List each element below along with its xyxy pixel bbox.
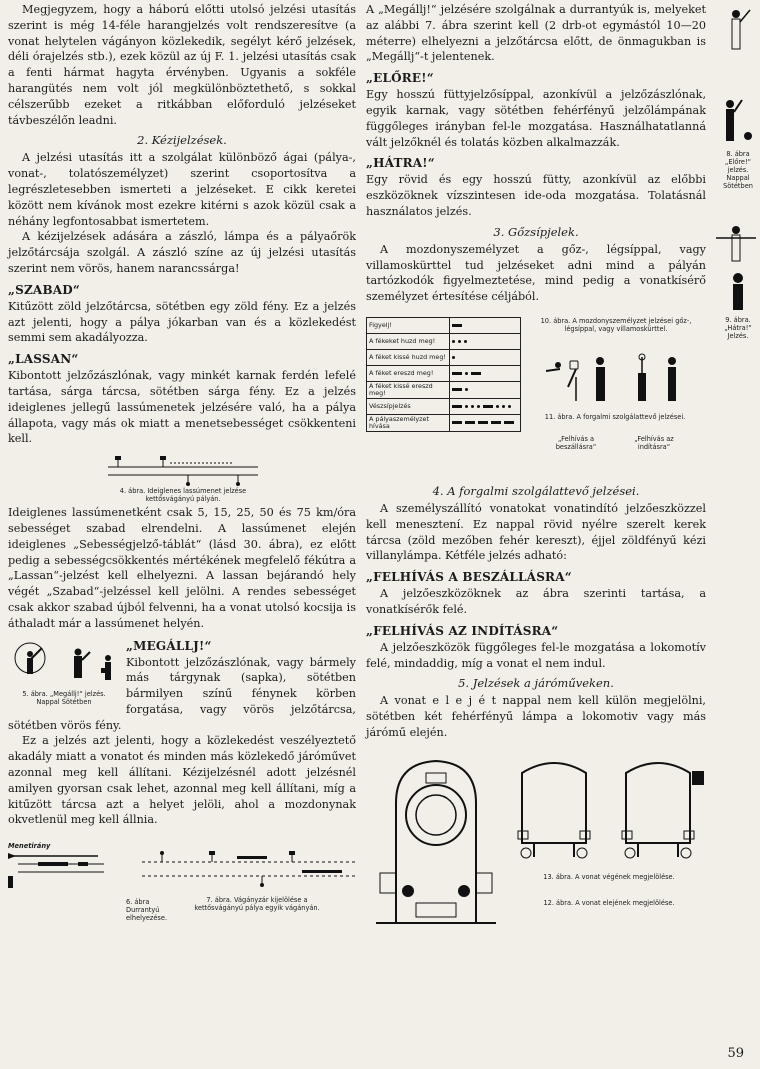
- signal-label: A pályaszemélyzet hívása: [367, 414, 450, 431]
- locomotive-front-drawing: [376, 753, 496, 933]
- short-blast-mark: [477, 405, 480, 408]
- paragraph-intro: A jelzési utasítás itt a szolgálat különböző ágai (pálya-, vonat-, tolatószemélyzet) szerint csoportosítva a legrészletesebben ismerteti a jelzéseket. E cikk keretei között nem kívánok most ezekre kitérni s azok közül csak a néhány legfontosabbat ismertetem.: [8, 151, 356, 228]
- section-title-whistle: 3. Gőzsípjelek.: [493, 224, 579, 239]
- figure-9: [716, 222, 760, 340]
- long-blast-mark: [452, 405, 462, 408]
- heading-elore: „ELŐRE!“: [366, 71, 434, 86]
- page-number: 59: [727, 1046, 744, 1061]
- paragraph-elore: Egy hosszú füttyjelzősíppal, azonkívül a jelzőzászlónak, egyik karnak, vagy sötétben fehérfényű jelzőlámpának függőleges irányban fel-le mozgatása. Használhatatlanná vált jelzőknél és tolatás közben alkalmazzák.: [366, 88, 706, 149]
- table-row: [367, 349, 521, 365]
- paragraph-megallj-1: Kibontott jelzőzászlónak, vagy bármely más tárgynak (sapka), sötétben bármilyen színű fénynek körben forgatása, vagy vörös jelzőtárcsa, sötétben vörös fény.: [8, 655, 356, 732]
- figure-13-caption: 13. ábra. A vonat végének megjelölése.: [543, 872, 675, 881]
- short-blast-mark: [464, 340, 467, 343]
- wagon-end-drawing-2: [618, 753, 708, 863]
- figure-6-direction-label: Menetirány: [8, 842, 51, 851]
- long-blast-mark: [452, 324, 462, 327]
- short-blast-mark: [465, 372, 468, 375]
- figures-12-13: [366, 749, 706, 939]
- figure-7-caption: 7. ábra. Vágányzár kijelölése a kettősvágányú pálya egyik vágányán.: [194, 896, 320, 913]
- figure-4-caption: 4. ábra. Ideiglenes lassúmenet jelzése kettősvágányú pályán.: [119, 487, 247, 504]
- heading-felhivas-inditas: „FELHÍVÁS AZ INDÍTÁSRA“: [366, 623, 559, 638]
- figure-5: [8, 638, 120, 706]
- section-title-dispatcher: 4. A forgalmi szolgálattevő jelzései.: [432, 483, 640, 498]
- paragraph-vehicles: A vonat e l e j é t nappal nem kell külön megjelölni, sötétben két fehérfényű lámpa a lokomotiv vagy más járómű elején.: [366, 694, 706, 739]
- track-closure-diagram: [142, 846, 356, 896]
- paragraph-flag: A kézijelzések adására a zászló, lámpa és a pályaőrök jelzőtárcsája szolgál. A zászló színe az új jelzési utasítás szerint nem vörös, hanem narancssárga!: [8, 230, 356, 275]
- paragraph-szabad: Kitűzött zöld jelzőtárcsa, sötétben egy zöld fény. Ez a jelzés azt jelenti, hogy a pálya jókarban van és a közlekedést semmi sem akadályozza.: [8, 299, 356, 345]
- long-blast-mark: [504, 421, 514, 424]
- signal-pattern: [450, 381, 521, 398]
- figure-6-caption: 6. ábra Durrantyú elhelyezése.: [126, 898, 168, 923]
- left-column: [8, 0, 356, 932]
- table-row: [367, 381, 521, 398]
- section-title-hand-signals: 2. Kézijelzések.: [137, 133, 227, 148]
- long-blast-mark: [465, 421, 475, 424]
- figure-7: [142, 846, 356, 912]
- short-blast-mark: [496, 405, 499, 408]
- detonator-diagram: [8, 850, 104, 890]
- short-blast-mark: [508, 405, 511, 408]
- table-row: [367, 414, 521, 431]
- figure-9-caption: 9. ábra. „Hátra!“ Jelzés.: [724, 316, 752, 340]
- signal-pattern: [450, 414, 521, 431]
- signal-pattern: [450, 317, 521, 333]
- short-blast-mark: [465, 388, 468, 391]
- figure-6: [8, 842, 104, 890]
- long-blast-mark: [452, 421, 462, 424]
- long-blast-mark: [478, 421, 488, 424]
- whistle-signal-table: [366, 317, 521, 432]
- elore-signal-figure: [716, 96, 756, 146]
- signal-label: A féket kissé huzd meg!: [367, 349, 450, 365]
- signal-pattern: [450, 349, 521, 365]
- figure-11-caption: 11. ábra. A forgalmi szolgálattevő jelzései.: [544, 412, 686, 421]
- long-blast-mark: [491, 421, 501, 424]
- figure-11-label-boarding: „Felhívás a beszállásra“: [555, 434, 597, 451]
- paragraph-lassan: Kibontott jelzőzászlónak, vagy minkét karnak ferdén lefelé tartása, sárga tárcsa, sötétben sárga fény. Ez a jelzés ideiglenes jellegű lassúmenetek jelzésére való, ha a pálya állapota, vagy más ok miatt a menetsebességet csökkenteni kell.: [8, 369, 356, 446]
- short-blast-mark: [452, 340, 455, 343]
- right-column: [366, 0, 706, 939]
- slow-track-diagram: [108, 453, 258, 487]
- paragraph-whistle: A mozdonyszemélyzet a gőz-, légsíppal, vagy villamoskürttel tud jelzéseket adni mind a pályán tartózkodók figyelmeztetése, mind pedig a vonatkísérő személyzet értesítése céljából.: [366, 242, 706, 304]
- signal-label: A féket ereszd meg!: [367, 365, 450, 381]
- table-row: [367, 365, 521, 381]
- megallj-block: [8, 638, 356, 734]
- table-row: [367, 317, 521, 333]
- signal-label: Figyelj!: [367, 317, 450, 333]
- long-blast-mark: [452, 372, 462, 375]
- figures-10-11: [366, 317, 706, 489]
- heading-felhivas-beszallas: „FELHÍVÁS A BESZÁLLÁSRA“: [366, 570, 572, 585]
- figure-4: [108, 453, 258, 503]
- short-blast-mark: [502, 405, 505, 408]
- signal-pattern: [450, 333, 521, 349]
- paragraph-dispatcher: A személyszállító vonatokat vonatindító jelzőeszközzel kell menesztení. Ez nappal rövid nyélre szerelt kerek tárcsa (zöld mezőben fehér kereszt), éjjel zöldfényű kézi villanylámpa. Kétféle jelzés adható:: [366, 501, 706, 563]
- short-blast-mark: [471, 405, 474, 408]
- paragraph-slow-speeds: Ideiglenes lassúmenetként csak 5, 15, 25, 50 és 75 km/óra sebességet szabad elrendelni. A lassúmenet elején ideiglenes „Sebességjelző-táblát“ (lásd 30. ábra), ez előtt pedig a sebességcsökkentés mértékének megfelelő fékútra a „Lassan“-jelzést kell elhelyezni. A lassan bejárandó hely végét „Szabad“-jelzéssel kell jelölni. A rendes sebességet csak akkor szabad újból felvenni, ha a vonat utolsó kocsija is áthaladt már a lassúmenet helyén.: [8, 506, 356, 630]
- figures-6-7: [8, 842, 356, 932]
- signal-label: Vészsípjelzés: [367, 398, 450, 414]
- table-row: [367, 398, 521, 414]
- figure-11-label-departure: „Felhívás az indításra“: [634, 434, 674, 451]
- section-title-vehicles: 5. Jelzések a járóműveken.: [458, 676, 614, 691]
- heading-lassan: „LASSAN“: [8, 352, 79, 367]
- paragraph-bells: Megjegyzem, hogy a háború előtti utolsó jelzési utasítás szerint is még 14-féle harangjelzés volt rendszeresítve (a vonat helytelen vágányon közlekedik, segélyt kérő jelzések, déli órajelzés stb.), ezek közül az új F. 1. jelzési utasítás csak a fenti hármat hagyta érvényben. Ugyanis a sokféle harangütés nem volt jól megkülönböztethető, s sokkal célszerűbb ezeket a ritkábban előforduló jelzéseket távbeszélőn leadni.: [8, 3, 356, 127]
- heading-hatra: „HÁTRA!“: [366, 156, 435, 171]
- long-blast-mark: [483, 405, 493, 408]
- short-blast-mark: [458, 340, 461, 343]
- short-blast-mark: [452, 356, 455, 359]
- figure-5-subcaption: Nappal Sötétben: [36, 697, 92, 706]
- side-figure-1: [716, 4, 756, 54]
- paragraph-megallj-2: Ez a jelzés azt jelenti, hogy a közlekedést veszélyeztető akadály miatt a vonatot és minden más közlekedő járóművet azonnal meg kell állítani. Kézijelzésnél adott jelzésnél amilyen gyorsan csak lehet, azonnal meg kell állítani, míg a kitűzött tárcsa azt a helyet jelöli, ahol a mozdonynak okvetlenül meg kell állnia.: [8, 734, 356, 827]
- heading-megallj: „MEGÁLLJ!“: [126, 638, 212, 653]
- figure-8: [716, 96, 760, 190]
- paragraph-detonators: A „Megállj!“ jelzésére szolgálnak a durrantyúk is, melyeket az alábbi 7. ábra szerint kell (2 drb-ot egymástól 10—20 méterre) elhelyezni a jelzőtárcsa előtt, de önmagukban is „Megállj“-t jelentenek.: [366, 3, 706, 64]
- paragraph-hatra: Egy rövid és egy hosszú fütty, azonkívül az előbbi eszközöknek vízszintesen ide-oda mozgatása. Tolatásnál használatos jelzés.: [366, 173, 706, 218]
- hatra-signal-figure: [716, 222, 760, 312]
- short-blast-mark: [465, 405, 468, 408]
- signal-pattern: [450, 398, 521, 414]
- figure-10-caption: 10. ábra. A mozdonyszemélyzet jelzései gőz-, légsíppal, vagy villamoskürttel.: [540, 316, 692, 333]
- figure-12-caption: 12. ábra. A vonat elejének megjelölése.: [543, 898, 675, 907]
- side-figure-top: [716, 4, 760, 58]
- figure-5-caption: 5. ábra. „Megállj!“ jelzés.: [22, 689, 106, 698]
- paragraph-felhivas-inditas: A jelzőeszközök függőleges fel-le mozgatása a lokomotív felé, mindaddig, míg a vonat el nem indul.: [366, 640, 706, 670]
- wagon-end-drawing-1: [514, 753, 594, 863]
- figure-8-caption: 8. ábra „Előre!“ jelzés. Nappal Sötétben: [723, 150, 753, 190]
- stop-signal-figures: [8, 638, 120, 690]
- signal-pattern: [450, 365, 521, 381]
- signal-label: A fékeket huzd meg!: [367, 333, 450, 349]
- paragraph-felhivas-beszallas: A jelzőeszközöknek az ábra szerinti tartása, a vonatkísérők felé.: [366, 587, 706, 616]
- dispatcher-signal-figures: [546, 353, 686, 405]
- heading-szabad: „SZABAD“: [8, 282, 81, 297]
- signal-label: A féket kissé ereszd meg!: [367, 381, 450, 398]
- table-row: [367, 333, 521, 349]
- long-blast-mark: [471, 372, 481, 375]
- long-blast-mark: [452, 388, 462, 391]
